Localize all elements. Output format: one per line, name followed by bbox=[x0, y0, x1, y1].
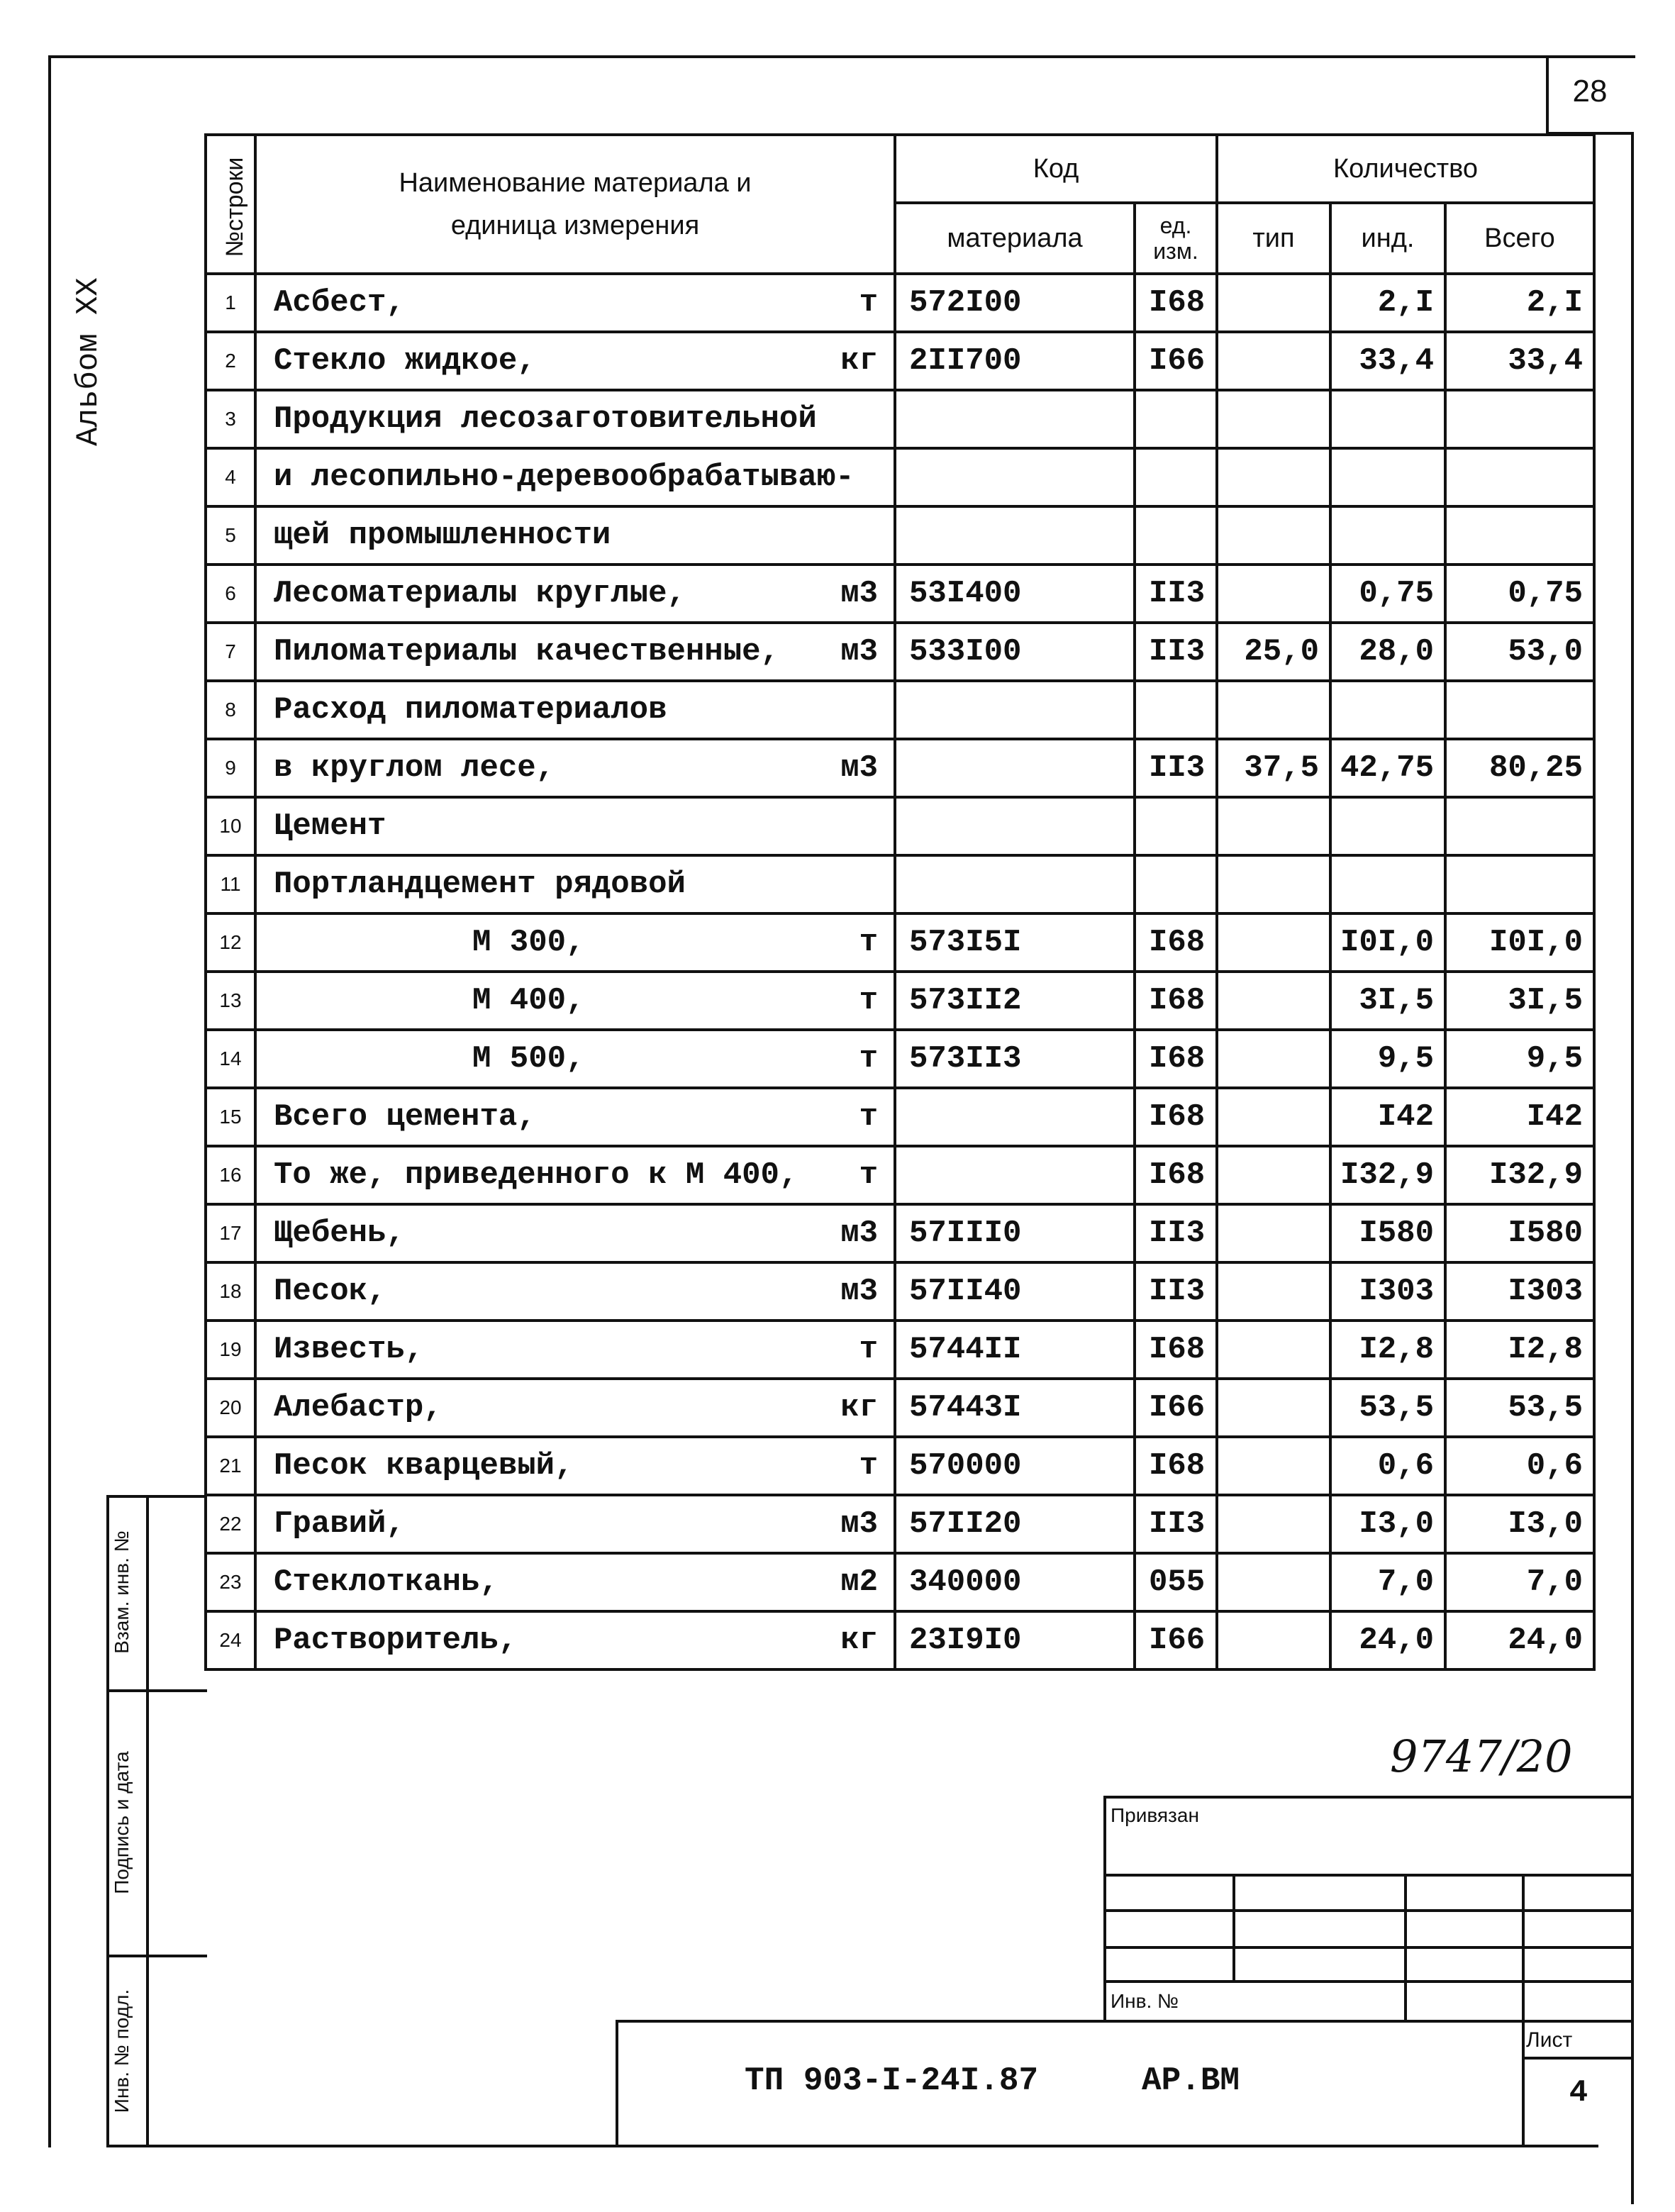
qty-ind: I2,8 bbox=[1330, 1321, 1445, 1379]
material-name-text: Известь, bbox=[274, 1332, 424, 1367]
material-code bbox=[895, 1088, 1135, 1146]
qty-type bbox=[1217, 448, 1330, 506]
unit-code: I68 bbox=[1135, 1088, 1217, 1146]
materials-table bbox=[204, 133, 1596, 1671]
table-row bbox=[206, 1437, 1594, 1495]
material-unit: м3 bbox=[840, 634, 878, 669]
row-number: 14 bbox=[206, 1030, 255, 1088]
qty-ind bbox=[1330, 855, 1445, 913]
qty-total: I32,9 bbox=[1445, 1146, 1594, 1204]
side-stamp-divider-2 bbox=[106, 1955, 207, 1957]
material-name bbox=[255, 448, 895, 506]
qty-ind: 3I,5 bbox=[1330, 972, 1445, 1030]
qty-ind bbox=[1330, 448, 1445, 506]
stamp-hline-2 bbox=[1103, 1909, 1634, 1912]
code-material-header: материала bbox=[895, 203, 1135, 274]
unit-code bbox=[1135, 390, 1217, 448]
qty-total bbox=[1445, 855, 1594, 913]
material-name-text: в круглом лесе, bbox=[274, 750, 555, 786]
unit-code: I68 bbox=[1135, 1437, 1217, 1495]
row-number: 24 bbox=[206, 1611, 255, 1669]
qty-type bbox=[1217, 506, 1330, 565]
material-unit: т bbox=[859, 1448, 878, 1484]
qty-ind bbox=[1330, 797, 1445, 855]
material-name bbox=[255, 332, 895, 390]
material-name bbox=[255, 797, 895, 855]
qty-total: I303 bbox=[1445, 1262, 1594, 1321]
table-row bbox=[206, 913, 1594, 972]
qty-type bbox=[1217, 390, 1330, 448]
qty-type bbox=[1217, 1262, 1330, 1321]
side-label-inv-podl: Инв. № подл. bbox=[111, 1989, 133, 2113]
material-name-text: Щебень, bbox=[274, 1216, 405, 1251]
material-name bbox=[255, 1321, 895, 1379]
qty-ind: 28,0 bbox=[1330, 623, 1445, 681]
table-row bbox=[206, 739, 1594, 797]
material-unit: т bbox=[859, 1332, 878, 1367]
stamp-hline-1 bbox=[1103, 1874, 1634, 1877]
row-number: 3 bbox=[206, 390, 255, 448]
qty-total: I3,0 bbox=[1445, 1495, 1594, 1553]
qty-type: 37,5 bbox=[1217, 739, 1330, 797]
unit-code: I68 bbox=[1135, 1321, 1217, 1379]
qty-type bbox=[1217, 565, 1330, 623]
row-number: 16 bbox=[206, 1146, 255, 1204]
stamp-sheet-label: Лист bbox=[1526, 2028, 1573, 2052]
table-row bbox=[206, 448, 1594, 506]
material-code: 570000 bbox=[895, 1437, 1135, 1495]
side-label-podpis-data: Подпись и дата bbox=[111, 1751, 133, 1894]
qty-ind: 9,5 bbox=[1330, 1030, 1445, 1088]
qty-type bbox=[1217, 1553, 1330, 1611]
qty-ind: I42 bbox=[1330, 1088, 1445, 1146]
material-name bbox=[255, 623, 895, 681]
material-code bbox=[895, 448, 1135, 506]
material-name bbox=[255, 390, 895, 448]
row-number: 6 bbox=[206, 565, 255, 623]
unit-code: II3 bbox=[1135, 565, 1217, 623]
material-code: 573II2 bbox=[895, 972, 1135, 1030]
row-number: 15 bbox=[206, 1088, 255, 1146]
unit-code: I66 bbox=[1135, 332, 1217, 390]
side-stamp-top bbox=[106, 1495, 207, 1498]
material-name bbox=[255, 1437, 895, 1495]
qty-type-header: тип bbox=[1217, 203, 1330, 274]
row-number: 19 bbox=[206, 1321, 255, 1379]
material-name-text: Стекло жидкое, bbox=[274, 343, 536, 379]
row-number: 18 bbox=[206, 1262, 255, 1321]
material-code: 57II40 bbox=[895, 1262, 1135, 1321]
qty-ind: I3,0 bbox=[1330, 1495, 1445, 1553]
unit-code: I68 bbox=[1135, 1146, 1217, 1204]
stamp-hline-3 bbox=[1103, 1946, 1634, 1949]
qty-total bbox=[1445, 506, 1594, 565]
row-number: 2 bbox=[206, 332, 255, 390]
material-code: 53I400 bbox=[895, 565, 1135, 623]
table-row bbox=[206, 1321, 1594, 1379]
frame-top bbox=[48, 55, 1635, 58]
qty-total bbox=[1445, 390, 1594, 448]
material-name-text: Гравий, bbox=[274, 1506, 405, 1542]
material-name bbox=[255, 972, 895, 1030]
table-row bbox=[206, 506, 1594, 565]
unit-code bbox=[1135, 506, 1217, 565]
qty-ind bbox=[1330, 390, 1445, 448]
table-row bbox=[206, 1030, 1594, 1088]
material-code: 57III0 bbox=[895, 1204, 1135, 1262]
material-name-text: Портландцемент рядовой bbox=[274, 867, 686, 902]
unit-code bbox=[1135, 681, 1217, 739]
qty-ind: 33,4 bbox=[1330, 332, 1445, 390]
page-number: 28 bbox=[1572, 74, 1608, 109]
table-row bbox=[206, 274, 1594, 332]
qty-total: 9,5 bbox=[1445, 1030, 1594, 1088]
stamp-privyazan-label: Привязан bbox=[1111, 1804, 1199, 1826]
unit-code: I68 bbox=[1135, 972, 1217, 1030]
table-row bbox=[206, 797, 1594, 855]
material-code bbox=[895, 506, 1135, 565]
row-number: 1 bbox=[206, 274, 255, 332]
material-name bbox=[255, 1553, 895, 1611]
table-row bbox=[206, 1146, 1594, 1204]
doc-section: АР.ВМ bbox=[1142, 2062, 1240, 2099]
code-unit-header: ед. изм. bbox=[1135, 203, 1217, 274]
material-name bbox=[255, 1088, 895, 1146]
quantity-group-header: Количество bbox=[1217, 135, 1594, 203]
qty-ind: 7,0 bbox=[1330, 1553, 1445, 1611]
material-name bbox=[255, 274, 895, 332]
qty-ind: 0,6 bbox=[1330, 1437, 1445, 1495]
unit-code bbox=[1135, 797, 1217, 855]
table-row bbox=[206, 972, 1594, 1030]
table-row bbox=[206, 390, 1594, 448]
row-number: 20 bbox=[206, 1379, 255, 1437]
qty-ind: I32,9 bbox=[1330, 1146, 1445, 1204]
unit-code: II3 bbox=[1135, 1204, 1217, 1262]
title-block-left bbox=[616, 2020, 618, 2147]
material-unit: м3 bbox=[840, 1274, 878, 1309]
material-code bbox=[895, 739, 1135, 797]
stamp-hline-4 bbox=[1103, 1980, 1634, 1983]
material-code: 340000 bbox=[895, 1553, 1135, 1611]
table-row bbox=[206, 1262, 1594, 1321]
qty-total: 80,25 bbox=[1445, 739, 1594, 797]
code-group-header: Код bbox=[895, 135, 1217, 203]
material-name-text: Асбест, bbox=[274, 285, 405, 321]
row-number: 23 bbox=[206, 1553, 255, 1611]
material-name bbox=[255, 1495, 895, 1553]
material-name-text: М 300, bbox=[472, 925, 585, 960]
material-name bbox=[255, 1146, 895, 1204]
row-number: 12 bbox=[206, 913, 255, 972]
qty-total bbox=[1445, 797, 1594, 855]
material-name bbox=[255, 1379, 895, 1437]
material-unit: т bbox=[859, 1099, 878, 1135]
qty-ind: 24,0 bbox=[1330, 1611, 1445, 1669]
qty-type bbox=[1217, 1030, 1330, 1088]
qty-total: 53,5 bbox=[1445, 1379, 1594, 1437]
table-row bbox=[206, 1611, 1594, 1669]
qty-total: 0,75 bbox=[1445, 565, 1594, 623]
table-row bbox=[206, 1495, 1594, 1553]
material-code bbox=[895, 797, 1135, 855]
material-code: 573I5I bbox=[895, 913, 1135, 972]
qty-ind: 53,5 bbox=[1330, 1379, 1445, 1437]
row-number: 22 bbox=[206, 1495, 255, 1553]
side-stamp-left bbox=[106, 1495, 109, 2147]
qty-type bbox=[1217, 274, 1330, 332]
row-number: 5 bbox=[206, 506, 255, 565]
qty-total: I0I,0 bbox=[1445, 913, 1594, 972]
material-name bbox=[255, 739, 895, 797]
qty-ind: 0,75 bbox=[1330, 565, 1445, 623]
qty-total: 53,0 bbox=[1445, 623, 1594, 681]
title-block-top bbox=[616, 2020, 1634, 2023]
side-stamp-divider-1 bbox=[106, 1689, 207, 1692]
material-name-text: Лесоматериалы круглые, bbox=[274, 576, 686, 611]
table-row bbox=[206, 1379, 1594, 1437]
unit-code bbox=[1135, 448, 1217, 506]
stamp-sheet-number: 4 bbox=[1569, 2075, 1588, 2111]
table-row bbox=[206, 1553, 1594, 1611]
row-number: 21 bbox=[206, 1437, 255, 1495]
qty-total: I580 bbox=[1445, 1204, 1594, 1262]
material-unit: м3 bbox=[840, 1216, 878, 1251]
sheet-box-divider bbox=[1522, 2057, 1634, 2060]
row-number: 13 bbox=[206, 972, 255, 1030]
material-unit: кг bbox=[840, 1390, 878, 1425]
material-name-text: М 500, bbox=[472, 1041, 585, 1077]
material-code: 533I00 bbox=[895, 623, 1135, 681]
material-name bbox=[255, 913, 895, 972]
qty-type: 25,0 bbox=[1217, 623, 1330, 681]
frame-right bbox=[1631, 133, 1634, 2204]
material-name bbox=[255, 1204, 895, 1262]
qty-ind-header: инд. bbox=[1330, 203, 1445, 274]
table-row bbox=[206, 1204, 1594, 1262]
material-name-text: Расход пиломатериалов bbox=[274, 692, 667, 728]
qty-total: 7,0 bbox=[1445, 1553, 1594, 1611]
row-number: 10 bbox=[206, 797, 255, 855]
stamp-inv-no-label: Инв. № bbox=[1111, 1990, 1179, 2012]
material-name-text: и лесопильно-деревообрабатываю- bbox=[274, 460, 855, 495]
material-name-text: Продукция лесозаготовительной bbox=[274, 401, 817, 437]
qty-type bbox=[1217, 1379, 1330, 1437]
material-unit: кг bbox=[840, 1623, 878, 1658]
material-name-text: Цемент bbox=[274, 808, 386, 844]
material-code: 23I9I0 bbox=[895, 1611, 1135, 1669]
table-row bbox=[206, 681, 1594, 739]
qty-type bbox=[1217, 797, 1330, 855]
unit-code bbox=[1135, 855, 1217, 913]
qty-ind: 2,I bbox=[1330, 274, 1445, 332]
material-name-text: То же, приведенного к М 400, bbox=[274, 1157, 798, 1193]
unit-code: II3 bbox=[1135, 1262, 1217, 1321]
qty-type bbox=[1217, 332, 1330, 390]
material-name-text: Пиломатериалы качественные, bbox=[274, 634, 779, 669]
material-code bbox=[895, 681, 1135, 739]
material-unit: т bbox=[859, 983, 878, 1018]
handwritten-number: 9747/20 bbox=[1390, 1730, 1573, 1782]
material-code: 5744II bbox=[895, 1321, 1135, 1379]
unit-code: I68 bbox=[1135, 1030, 1217, 1088]
unit-code: I68 bbox=[1135, 274, 1217, 332]
unit-code: II3 bbox=[1135, 623, 1217, 681]
material-name-text: Песок, bbox=[274, 1274, 386, 1309]
frame-bottom bbox=[106, 2145, 1598, 2147]
material-name-text: Всего цемента, bbox=[274, 1099, 536, 1135]
table-row bbox=[206, 623, 1594, 681]
material-name bbox=[255, 1611, 895, 1669]
material-name-text: М 400, bbox=[472, 983, 585, 1018]
name-header: Наименование материала и единица измерения bbox=[255, 135, 895, 274]
qty-ind: I0I,0 bbox=[1330, 913, 1445, 972]
qty-type bbox=[1217, 1204, 1330, 1262]
table-row bbox=[206, 565, 1594, 623]
material-code bbox=[895, 1146, 1135, 1204]
qty-total: 3I,5 bbox=[1445, 972, 1594, 1030]
material-name-text: щей промышленности bbox=[274, 518, 611, 553]
material-name bbox=[255, 1262, 895, 1321]
qty-type bbox=[1217, 913, 1330, 972]
row-number: 8 bbox=[206, 681, 255, 739]
stamp-vline-1 bbox=[1232, 1874, 1235, 1983]
material-name bbox=[255, 681, 895, 739]
qty-total: I2,8 bbox=[1445, 1321, 1594, 1379]
material-unit: т bbox=[859, 1157, 878, 1193]
material-name-text: Стеклоткань, bbox=[274, 1564, 499, 1600]
material-code: 2II700 bbox=[895, 332, 1135, 390]
qty-total: 33,4 bbox=[1445, 332, 1594, 390]
table-row bbox=[206, 855, 1594, 913]
qty-type bbox=[1217, 1437, 1330, 1495]
qty-type bbox=[1217, 681, 1330, 739]
qty-total-header: Всего bbox=[1445, 203, 1594, 274]
qty-type bbox=[1217, 1495, 1330, 1553]
qty-type bbox=[1217, 855, 1330, 913]
material-code: 573II3 bbox=[895, 1030, 1135, 1088]
unit-code: II3 bbox=[1135, 1495, 1217, 1553]
material-code: 572I00 bbox=[895, 274, 1135, 332]
stamp-privyazan-top bbox=[1103, 1796, 1634, 1799]
row-number: 17 bbox=[206, 1204, 255, 1262]
side-label-vzam-inv: Взам. инв. № bbox=[111, 1530, 133, 1654]
material-code: 57443I bbox=[895, 1379, 1135, 1437]
side-stamp-inner bbox=[146, 1495, 149, 2147]
material-unit: м3 bbox=[840, 750, 878, 786]
material-code: 57II20 bbox=[895, 1495, 1135, 1553]
stamp-vline-2 bbox=[1404, 1874, 1407, 2023]
qty-type bbox=[1217, 1088, 1330, 1146]
material-name bbox=[255, 506, 895, 565]
table-row bbox=[206, 1088, 1594, 1146]
unit-code: 055 bbox=[1135, 1553, 1217, 1611]
row-number: 4 bbox=[206, 448, 255, 506]
album-label: Альбом XX bbox=[71, 277, 106, 446]
qty-type bbox=[1217, 972, 1330, 1030]
material-name bbox=[255, 1030, 895, 1088]
qty-ind bbox=[1330, 681, 1445, 739]
unit-code: I66 bbox=[1135, 1611, 1217, 1669]
row-number-header: №строки bbox=[206, 135, 255, 274]
frame-left bbox=[48, 55, 51, 2147]
qty-type bbox=[1217, 1611, 1330, 1669]
unit-code: I66 bbox=[1135, 1379, 1217, 1437]
qty-ind: I580 bbox=[1330, 1204, 1445, 1262]
material-name bbox=[255, 855, 895, 913]
material-unit: т bbox=[859, 925, 878, 960]
row-number: 11 bbox=[206, 855, 255, 913]
material-name-text: Алебастр, bbox=[274, 1390, 443, 1425]
qty-ind: I303 bbox=[1330, 1262, 1445, 1321]
unit-code: I68 bbox=[1135, 913, 1217, 972]
qty-total bbox=[1445, 681, 1594, 739]
material-name bbox=[255, 565, 895, 623]
material-name-text: Песок кварцевый, bbox=[274, 1448, 574, 1484]
material-code bbox=[895, 390, 1135, 448]
qty-total: 2,I bbox=[1445, 274, 1594, 332]
material-unit: м2 bbox=[840, 1564, 878, 1600]
material-unit: м3 bbox=[840, 576, 878, 611]
unit-code: II3 bbox=[1135, 739, 1217, 797]
material-unit: т bbox=[859, 1041, 878, 1077]
qty-ind: 42,75 bbox=[1330, 739, 1445, 797]
qty-type bbox=[1217, 1321, 1330, 1379]
qty-total: 24,0 bbox=[1445, 1611, 1594, 1669]
row-number: 9 bbox=[206, 739, 255, 797]
qty-type bbox=[1217, 1146, 1330, 1204]
material-name-text: Растворитель, bbox=[274, 1623, 518, 1658]
material-unit: т bbox=[859, 285, 878, 321]
qty-total bbox=[1445, 448, 1594, 506]
doc-code: ТП 903-I-24I.87 bbox=[745, 2062, 1039, 2099]
row-number: 7 bbox=[206, 623, 255, 681]
material-unit: кг bbox=[840, 343, 878, 379]
qty-total: I42 bbox=[1445, 1088, 1594, 1146]
qty-ind bbox=[1330, 506, 1445, 565]
table-row bbox=[206, 332, 1594, 390]
qty-total: 0,6 bbox=[1445, 1437, 1594, 1495]
material-unit: м3 bbox=[840, 1506, 878, 1542]
material-code bbox=[895, 855, 1135, 913]
